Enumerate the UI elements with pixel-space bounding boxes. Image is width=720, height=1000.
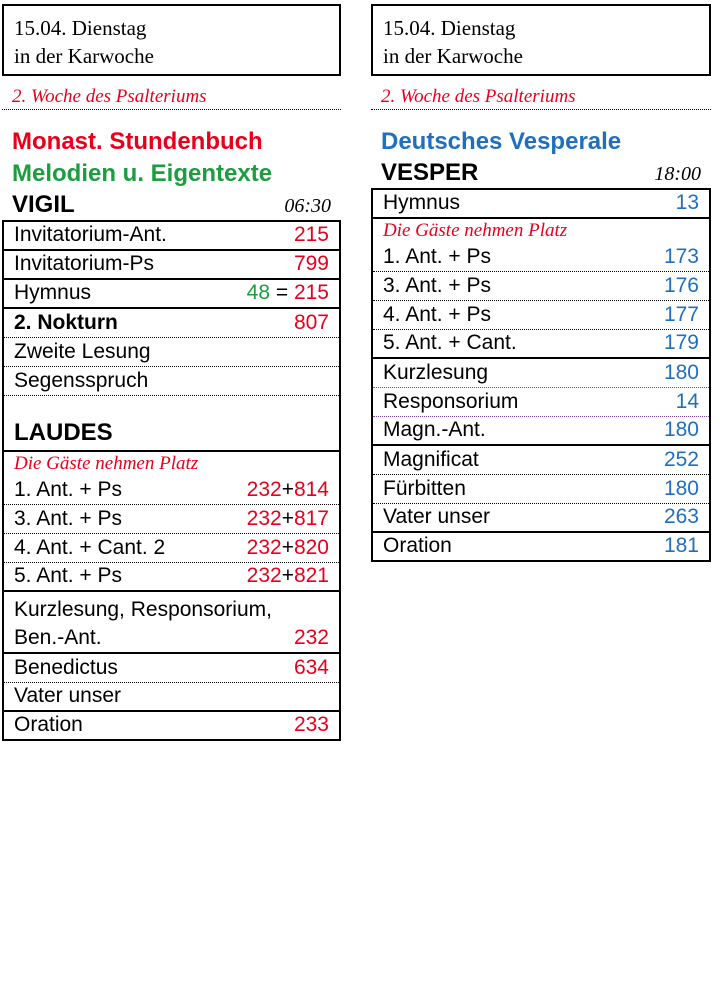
page-number-ant: 232 (246, 536, 282, 559)
spacer (371, 110, 711, 126)
page-number: 263 (663, 505, 699, 528)
guests-note: Die Gäste nehmen Platz (383, 220, 568, 241)
row-label: Segensspruch (14, 369, 149, 392)
row-ant-5 (373, 330, 709, 359)
row-label: Vater unser (383, 505, 490, 528)
date-line: 15.04. Dienstag (14, 16, 147, 40)
page-number-ps: 820 (293, 536, 329, 559)
row-ant-3 (4, 505, 339, 534)
spacer (2, 110, 341, 126)
row-segensspruch (4, 367, 339, 396)
vesper-header (371, 158, 711, 190)
row-fuerbitten (373, 475, 709, 504)
left-schedule (2, 4, 341, 741)
row-hymnus (373, 190, 709, 219)
page-number-ant: 232 (246, 564, 282, 587)
page-number: 634 (293, 656, 329, 679)
row-label: Kurzlesung, Responsorium, (14, 598, 272, 621)
spacer (2, 396, 341, 416)
row-nokturn (4, 309, 339, 338)
row-label: Oration (14, 713, 83, 736)
date-box (371, 4, 711, 76)
page-number-ps: 821 (293, 564, 329, 587)
guests-note: Die Gäste nehmen Platz (14, 453, 199, 474)
page-number-ps: 814 (293, 478, 329, 501)
page-number: 13 (675, 191, 699, 214)
row-label: Fürbitten (383, 477, 466, 500)
row-label: 4. Ant. + Cant. 2 (14, 536, 166, 559)
office-time: 18:00 (654, 163, 701, 185)
laudes-header (2, 416, 341, 452)
page-number: 14 (675, 390, 699, 413)
row-label: Vater unser (14, 684, 121, 707)
row-magn-ant (373, 417, 709, 446)
row-hymnus (4, 280, 339, 309)
plus-sign: + (281, 507, 294, 530)
row-label: Oration (383, 534, 452, 557)
page-number (247, 476, 329, 504)
row-label: 2. Nokturn (14, 311, 118, 334)
row-label-line2 (14, 624, 329, 652)
row-oration (373, 533, 709, 562)
page-number-ps: 817 (293, 507, 329, 530)
row-ant-3 (373, 272, 709, 301)
row-label: Invitatorium-Ant. (14, 223, 167, 246)
vigil-block (2, 222, 341, 396)
page-number: 179 (663, 331, 699, 354)
page-number-ant: 232 (246, 478, 282, 501)
row-label: Hymnus (383, 191, 461, 214)
page-number (247, 279, 329, 307)
page-number: 177 (663, 303, 699, 326)
row-label: Ben.-Ant. (14, 626, 102, 649)
row-label: 5. Ant. + Cant. (383, 331, 517, 354)
row-ant-4 (4, 534, 339, 563)
book-title-stundenbuch: Monast. Stundenbuch (12, 128, 263, 155)
laudes-block (2, 452, 341, 741)
row-label: Magnificat (383, 448, 479, 471)
row-label: Zweite Lesung (14, 340, 151, 363)
plus-sign: + (281, 478, 294, 501)
office-time: 06:30 (284, 195, 331, 217)
psalter-week: 2. Woche des Psalteriums (2, 76, 341, 110)
right-schedule (371, 4, 711, 562)
row-label: Benedictus (14, 656, 118, 679)
page-number: 799 (293, 252, 329, 275)
row-label: 1. Ant. + Ps (383, 245, 491, 268)
plus-sign: + (281, 536, 294, 559)
book-title-melodien: Melodien u. Eigentexte (12, 160, 273, 187)
book-title-vesperale: Deutsches Vesperale (381, 128, 622, 155)
day-description: in der Karwoche (383, 44, 523, 68)
row-label: 5. Ant. + Ps (14, 564, 122, 587)
row-label: 4. Ant. + Ps (383, 303, 491, 326)
row-label: 1. Ant. + Ps (14, 478, 122, 501)
row-label: Invitatorium-Ps (14, 252, 155, 275)
page-number: 180 (663, 361, 699, 384)
row-responsorium (373, 388, 709, 417)
page-number (247, 534, 329, 562)
row-label: Responsorium (383, 390, 519, 413)
date-box (2, 4, 341, 76)
row-label: Kurzlesung (383, 361, 489, 384)
page-number: 180 (663, 418, 699, 441)
row-label: 3. Ant. + Ps (14, 507, 122, 530)
row-oration (4, 712, 339, 741)
psalter-week: 2. Woche des Psalteriums (371, 76, 711, 110)
row-kurzlesung (373, 359, 709, 388)
page-number: 173 (663, 245, 699, 268)
page-number: 252 (663, 448, 699, 471)
page-number: 180 (663, 477, 699, 500)
row-vater-unser (4, 683, 339, 712)
row-invitatorium-ant (4, 222, 339, 251)
row-invitatorium-ps (4, 251, 339, 280)
page-number-main: 215 (293, 281, 329, 304)
page-number (247, 562, 329, 590)
row-magnificat (373, 446, 709, 475)
date-line: 15.04. Dienstag (383, 16, 516, 40)
row-kurzlesung (4, 592, 339, 654)
vigil-header (2, 190, 341, 222)
row-label: Magn.-Ant. (383, 418, 486, 441)
page-number-ant: 232 (246, 507, 282, 530)
equals-sign: = (270, 281, 294, 304)
office-name: VESPER (381, 159, 479, 186)
page-number: 233 (293, 713, 329, 736)
row-vater-unser (373, 504, 709, 533)
page-number: 232 (293, 626, 329, 649)
row-ant-4 (373, 301, 709, 330)
page-number: 807 (293, 311, 329, 334)
row-ant-1 (373, 243, 709, 272)
vesper-block (371, 190, 711, 562)
row-ant-1 (4, 476, 339, 505)
page-number: 181 (663, 534, 699, 557)
office-name: LAUDES (14, 419, 113, 446)
page-number: 176 (663, 274, 699, 297)
page-number (247, 505, 329, 533)
office-name: VIGIL (12, 191, 75, 218)
plus-sign: + (281, 564, 294, 587)
row-benedictus (4, 654, 339, 683)
page-number-alt: 48 (246, 281, 271, 304)
row-label: Hymnus (14, 281, 92, 304)
row-zweite-lesung (4, 338, 339, 367)
row-ant-5 (4, 563, 339, 592)
day-description: in der Karwoche (14, 44, 154, 68)
row-label: 3. Ant. + Ps (383, 274, 491, 297)
page-number: 215 (293, 223, 329, 246)
